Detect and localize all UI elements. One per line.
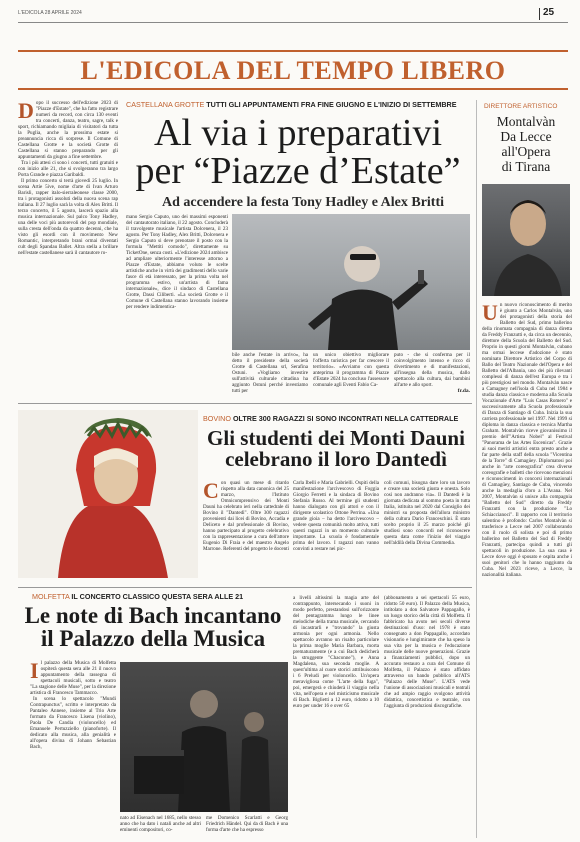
article3-title — [18, 604, 288, 650]
article2-col2-text: Carla Ibelli e Maria Gabrielli. Ospiti della manifestazione l'arcivescovo di Foggia Giorgio Ferretti e la sindaca di Bovino Stefania Russo. Al termine gli studenti hanno dialogato con gli attori e con il dirigente scolastico Ottone Perrina. «Una grande gioia – ha detto l'arcivescovo – vedere questa comunità molto attiva, tutti questi ragazzi in un momento culturale importante. La scuola è fondamentale prima del lavoro. I ragazzi non vanno convinti a restare nei pic- — [293, 480, 379, 552]
sidebar-kicker: DIRETTORE ARTISTICO — [484, 103, 558, 110]
article1-kicker-text: TUTTI GLI APPUNTAMENTI FRA FINE GIUGNO E L'INIZIO DI SETTEMBRE — [206, 100, 457, 109]
article1-title — [126, 114, 470, 190]
article2-title — [200, 428, 472, 470]
banner-rule-bottom — [18, 88, 568, 90]
article3-title-line2: il Palazzo della Musica — [40, 626, 266, 651]
article3-column-5 — [384, 595, 470, 839]
article1-column-2 — [126, 214, 228, 398]
article2-col1-text: on quasi un mese di ritardo rispetto alla data canonica del 25 marzo, l'Istituto Omnicomprensivo dei Monti Dauni ha celebrato ieri nella cattedrale di Bovino il "Dantedì". Oltre 300 ragazzi provenienti dai licei di Bovino, Accadia e Deliceto e dal professionale di Bovino, hanno partecipato al progetto celebrativo con la rappresentazione a cura dell'attore Eugenio Di Fraia e del maestro Angelo Marrone. Referenti del progetto le docenti — [203, 480, 289, 552]
article2-title-line2: celebrano il loro Dantedì — [225, 447, 447, 471]
banner-title: L'EDICOLA DEL TEMPO LIBERO — [80, 56, 506, 85]
article3-col3-text: me Domenico Scarlatti e Georg Friedrich Händel. Qui da di Bach è una forma d'arte che ha espresso — [206, 815, 288, 833]
article1-column-5 — [394, 352, 470, 398]
article2-column-1 — [203, 480, 289, 584]
article1-photo — [232, 214, 470, 350]
article1-subtitle: Ad accendere la festa Tony Hadley e Alex Britti — [161, 195, 445, 210]
article3-kicker-place: MOLFETTA — [32, 592, 70, 601]
article1-col3-text: bile anche l'estate in arrivo», ha detto il presidente della società Grotte di Castellana srl, Serafina Ostuni. «Vogliamo investire sull'attività culturale cittadina ha aggiunto Ostuni perché investiamo tutti per — [232, 352, 308, 394]
article1-paragraph-3: Il primo concerto si terrà giovedì 25 luglio. In scena Artie 5ive, nome d'arte di Ivan Arturo Barisli, rapper italo-sierraleonese classe 2000, tra i protagonisti assoluti della nuova scena rap italiana. Il 27 luglio sarà la volta di Alex Britti. Il terzo concerto, il 5 agosto, lascerà spazio alla musica internazionale. Sul palco Tony Hadley, una delle voci più autorevoli del pop mondiale, sulla cresta dell'onda da quattro decenni, che ha visto gli esordi con il movimento New Romantic, interpretando brani ormai diventati cult degli Spandau Ballet. Altra stella a brillare nell'estate castellanese sarà il cantautore ro- — [18, 178, 118, 256]
page-header — [18, 7, 568, 21]
sidebar-title-line3: all'Opera — [501, 144, 551, 159]
article1-drop-cap: D — [18, 100, 34, 123]
dancer-portrait-icon — [482, 184, 570, 296]
article1-col2-text: mano Sergio Caputo, uno dei massimi esponenti del cantautorato italiano, il 22 agosto. Concluderà il travolgente musicale l'artista Dolcenera, il 23 agosto. Per Tony Hadley, Alex Britti, Dolcenera e Sergio Caputo si deve prenotare il posto con la formula "Mettiti comodo", direttamente su TicketOne, senza costi. «L'edizione 2024 ambisce ad ampliare ulteriormente l'interesse attorno a Piazze d'Estate, abbiamo voluto le scelte artistiche anche in virtù dei gradimenti dello varie fasce di età interessato, per la prima volta nel programma estivo, un'artista di fama internazionale», dice il sindaco di Castellana Grotte, Dassi Ciliberti. «La società Grotte e il Comune di Castellana stanno lavorando insieme per rendere indimentica- — [126, 214, 228, 310]
sidebar-title-line4: di Tirana — [501, 159, 551, 174]
header-rule — [18, 22, 568, 23]
sidebar-drop-cap: U — [482, 302, 498, 325]
article2-column-2 — [293, 480, 379, 584]
banner-rule-top — [18, 50, 568, 52]
article2-col3-text: coli comuni, bisogna dare loro un lavoro e creare una società giusta e onesta. Solo così non andranno via». Il Dantedì è la giornata dedicata al sommo poeta in tutta Italia, istituita nel 2020 dal Consiglio dei ministri su proposta dell'allora ministro della cultura Dario Franceschini. È stato scelto proprio il 25 marzo poiché gli studiosi sono concordi nel riconoscere questa data come l'inizio del viaggio nell'aldilà della Divina Commedia. — [384, 480, 470, 546]
sidebar-title-line2: Da Lecce — [500, 129, 552, 144]
article1-signature: fr.da. — [457, 388, 470, 394]
article1-title-line1: Al via i preparativi — [153, 112, 443, 154]
article1-paragraph-2: Tra i più attesi ci sono i concerti, tutti gratuiti e con inizio alle 21, che si svolgeranno tra largo Porta Grande e piazza Garibaldi. — [18, 160, 118, 178]
dante-portrait — [18, 410, 198, 578]
article3-paragraph-1: l palazzo della Musica di Molfetta ospiterà questa sera alle 21 il nuovo appuntamento della rassegna di spettacoli musicali, sotto e teatro "La stagione delle Muse", per la direzione artistica di Francesco Tammacco. — [30, 660, 116, 696]
article3-kicker — [32, 592, 243, 601]
article1-paragraph-1: opo il successo dell'edizione 2023 di "Piazze d'Estate", che ha fatto registrare numeri da record, con circa 130 eventi tra concerti, danza, teatro, sagre, talk e sport, richiamando migliaia di visitatori da tutta la Puglia, anche la prossima estate si preannuncia ricca di sorprese. Il Comune di Castellana Grotte e la società Grotte di Castellana si stanno preparando per gli appuntamenti da giugno a fine settembre. — [18, 100, 118, 160]
sidebar-column-rule — [476, 100, 477, 838]
article3-column-4 — [293, 595, 379, 839]
page-number-divider — [539, 8, 540, 20]
dante-portrait-icon — [18, 410, 198, 578]
singer-figure-icon — [232, 214, 470, 350]
article3-column-3 — [206, 815, 288, 839]
article2-kicker-place: BOVINO — [203, 414, 231, 423]
sidebar-photo — [482, 184, 570, 296]
article3-column-2 — [120, 815, 201, 839]
article1-kicker-place: CASTELLANA GROTTE — [126, 100, 205, 109]
article2-column-3 — [384, 480, 470, 584]
sidebar-column — [482, 302, 572, 838]
article3-col5-text: (abbonamento a sei spettacoli 55 euro, ridotto 50 euro). Il Palazzo della Musica, intitolato a don Salvatore Pappagallo, è un luogo storico della città di Molfetta. Il fabbricato ha avuto nei secoli diverse destinazioni d'uso: nel 1978 è stato consegnato a don Pappagallo, accordato visionario e lungimirante che ha speso la sua vita per la musica e l'educazione musicale delle nuove generazioni. Grazie a finanziamenti pubblici, dopo un accurato restauro a cura del Comune di Molfetta, il Palazzo è stato affidato attraverso un bando pubblico all'ATS "Palazzo delle Muse". L'ATS vede l'unione di associazioni musicali e teatrali che ad ampio raggio svolgono attività didattica, concertistica e teatrale, con l'aggiunta di produzioni discografiche. — [384, 595, 470, 709]
divider-1 — [18, 403, 472, 404]
article1-col5-text: puto - che si conferma per il coinvolgimento intenso e ricco di divertimento e di manifestazioni, all'insegna della musica, dallo spettacolo alla cultura, dai bambini all'arte e allo sport. — [394, 352, 470, 388]
sidebar-title-line1: Montalvàn — [496, 114, 556, 129]
article2-title-line1: Gli studenti dei Monti Dauni — [207, 426, 465, 450]
page-number: 25 — [543, 7, 555, 18]
article1-column-3 — [232, 352, 308, 398]
sidebar-title — [480, 114, 572, 174]
article3-column-1 — [30, 660, 116, 836]
sidebar-text: n nuovo riconoscimento di merito è giunto a Carlos Montalvàn, uno dei protagonisti della storia del Balletto del Sud, primo ballerino della rinomata compagnia di danza diretta da Freddy Franzutti e, da circa un decennio, direttore della Scuola del Balletto del Sud. Proprio in questi giorni Montalvàn, cubano ma ormai leccese d'adozione è stato nominato Direttore Artistico del Corpo di Ballo del Teatro Nazionale dell'Opera e del Balletto dell'Albania, uno dei più rilevanti complessi di danza dell'est Europa e tra i più prestigiosi nel mondo. Montalvàn nasce a Camagney nell'isola di Cuba nel 1984 e studia danza classica e moderna alla Scuola Vocazionale d'Arte "Luis Casas Romero" e successivamente alla Scuola professionale di Danza di Santiago di Cuba. Inizia la sua carriera professionale nel 1997. Nel 1999 si diploma in danza classica e tecnica Martha Graham. Montalvàn riceve giovanissimo il premio dell'"Artista Nobel" al Festival "Panorama de las Artes Escenicas". Grazie ai suoi meriti artistici entra presto anche a far parte della staff della scuola "Vicentina de la Torre" di Camagüey. Diplomatosi poi anche in "arte coreografica" crea diverse coreografie e balletti che ricevono menzioni e riconoscimenti in concorsi internazionali di Camagüey, Santiago de Cuba, vincendo anche la medaglia d'oro a L'Avana. Nel 2007, Montalvàn si unisce alla compagnia "Balletto del Sud" diretto da Freddy Franzutti con la produzione "Lo Schiaccianoci". Il rapporto con il territorio salentino è profondo: Carlos Montalvàn si trasferisce a Lecce nel 2007 collaborando con il ruolo di solista e poi di primo ballerino nel Balletto del Sud di Freddy Franzutti, partecipa quindi a tutti gli spettacoli in produzione. La sua casa è Lecce dove oggi è sposato e ospita anche i suoi genitori che lo hanno raggiunto da Cuba. Nel 2023 riceve, a Lecce, la nazionalità italiana. — [482, 302, 572, 578]
article1-title-line2: per “Piazze d’Estate” — [135, 150, 461, 192]
article3-paragraph-2: In scena lo spettacolo "Mundi Contrapunctus", scritto e interpretato da Pantaleo Annese, insieme al Trio Arte formato da Francesco Lisena (violino), Paola De Candia (violoncello) ed Emanuele Pertuzziello (pianoforte). Il dedicato alla musica, alla genialità e all'opera divina di Johann Sebastian Bach, — [30, 696, 116, 750]
article3-photo — [120, 662, 288, 812]
article2-drop-cap: C — [203, 480, 219, 503]
article3-col2-text: nato ad Eisenach nel 1685, nello stesso anno che ha dato i natali anche ad altri eminenti compositori, co- — [120, 815, 201, 833]
article2-kicker-text: OLTRE 300 RAGAZZI SI SONO INCONTRATI NELLA CATTEDRALE — [232, 414, 459, 423]
article1-column-1 — [18, 100, 118, 398]
section-banner — [18, 50, 568, 90]
article3-kicker-text: IL CONCERTO CLASSICO QUESTA SERA ALLE 21 — [71, 592, 244, 601]
issue-date: L'EDICOLA 28 APRILE 2024 — [18, 10, 82, 16]
article2-kicker — [203, 414, 458, 423]
divider-2 — [18, 587, 472, 588]
article1-kicker — [126, 100, 457, 109]
musicians-icon — [120, 662, 288, 812]
article1-column-4 — [313, 352, 389, 398]
article3-title-line1: Le note di Bach incantano — [24, 603, 282, 628]
article1-col4-text: un unico obiettivo migliorare l'offerta turistica per far crescere il territorio». «Avviamo con questa anteprima il programma di Piazze d'Estate 2024 ha concluso l'assessore comunale agli Eventi Fabio Ca- — [313, 352, 389, 388]
article3-col4-text: a livelli altissimi la magia arte del contrappunto, intersecando i suoni in modo perfetto, prestandosi sull'orizzonte del pentagramma lungo le linee melodiche della trama musicale, cercando di incastrarli e "trovando" la giusta armonia per ogni armonia. Nello spettacolo avranno un risalto particolare la prima moglie Maria Barbara, morta prematuramente (e a cui Bach dedicherà la struggente "Chaconne"), e Anna Magdalena, sua seconda moglie. A quest'ultima al cuore storici attribuiscono i 6 Preludi per violoncello. Un'opera meravigliosa come "L'arte della fuga", poi, emergerà e chiuderà il viaggio nella vita, nell'opera e nel misticismo musicale di Bach. Biglietti a 12 euro, ridotto a 10 euro per under 16 e over 65 — [293, 595, 379, 709]
article3-drop-cap: I — [30, 660, 39, 683]
